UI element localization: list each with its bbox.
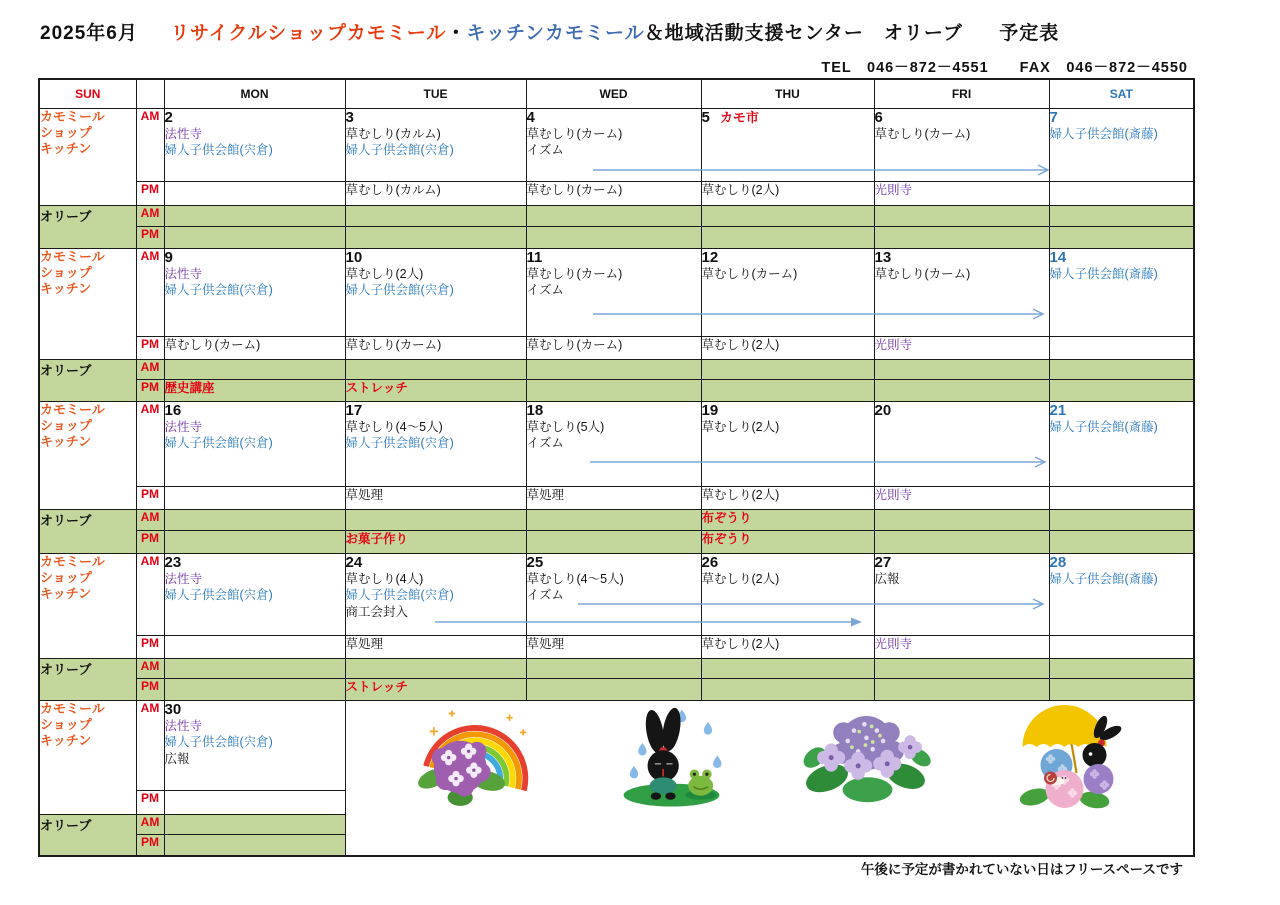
event-line: 草むしり(2人) — [701, 487, 780, 502]
event-line: 草むしり(2人) — [701, 636, 780, 651]
day-cell-pm — [1049, 486, 1194, 509]
olive-pm-cell — [874, 379, 1049, 401]
event-line: 草むしり(4～5人) — [526, 571, 624, 586]
day-number: 21 — [1049, 401, 1067, 419]
day-number: 25 — [526, 553, 544, 571]
event-line: 草むしり(カーム) — [526, 126, 623, 141]
event-line: 婦人子供会館(宍倉) — [164, 735, 273, 750]
day-number: 18 — [526, 401, 544, 419]
olive-pm-cell-crossed — [526, 678, 701, 700]
day-number: 6 — [874, 108, 883, 126]
day-cell-pm — [526, 486, 701, 509]
event-line: 草処理 — [345, 636, 384, 651]
ampm-label: PM — [136, 635, 164, 658]
olive-am-cell — [164, 658, 345, 678]
day-number: 7 — [1049, 108, 1058, 126]
ampm-label: PM — [136, 181, 164, 205]
event-line: 草むしり(4～5人) — [345, 419, 443, 434]
ampm-label: AM — [136, 205, 164, 226]
olive-pm-cell-crossed — [1049, 226, 1194, 248]
day-cell-am — [526, 553, 701, 635]
day-cell-am — [526, 401, 701, 486]
event-line: 婦人子供会館(斎藤) — [1049, 571, 1158, 586]
day-header-FRI: FRI — [874, 79, 1049, 108]
row-label-olive: オリーブ — [39, 814, 136, 856]
day-number: 10 — [345, 248, 363, 266]
row-label-line: キッチン — [40, 733, 92, 748]
event-line: 法性寺 — [164, 126, 203, 141]
event-line: イズム — [526, 436, 564, 451]
olive-pm-cell — [701, 530, 874, 553]
event-line: 草むしり(2人) — [701, 182, 780, 197]
event-line: 草むしり(4人) — [345, 571, 424, 586]
event-line: イズム — [526, 588, 564, 603]
event-line: ストレッチ — [345, 679, 408, 694]
day-cell-pm — [345, 336, 526, 359]
day-cell-pm — [874, 635, 1049, 658]
event-line: 婦人子供会館(宍倉) — [345, 143, 454, 158]
day-number: 16 — [164, 401, 182, 419]
olive-am-cell — [874, 205, 1049, 226]
event-line: 婦人子供会館(宍倉) — [164, 436, 273, 451]
day-cell-pm — [164, 486, 345, 509]
event-line: 婦人子供会館(宍倉) — [164, 143, 273, 158]
row-label-olive: オリーブ — [39, 205, 136, 248]
event-line: イズム — [526, 283, 564, 298]
day-cell-pm — [1049, 635, 1194, 658]
event-line: 草むしり(カーム) — [526, 182, 623, 197]
event-line: 広報 — [874, 571, 900, 586]
row-label-line: キッチン — [40, 141, 92, 156]
day-cell-pm — [701, 336, 874, 359]
day-number: 5 — [701, 108, 710, 126]
row-label-line: ショップ — [40, 716, 92, 732]
illustration-row — [346, 701, 1194, 816]
event-line: 光則寺 — [874, 337, 913, 352]
day-cell-pm — [345, 486, 526, 509]
day-cell-am — [1049, 553, 1194, 635]
olive-pm-cell-crossed — [1049, 530, 1194, 553]
row-label-line: カモミール — [40, 700, 105, 716]
day-cell-pm — [874, 181, 1049, 205]
schedule-grid — [38, 78, 1195, 857]
day-number: 26 — [701, 553, 719, 571]
olive-am-cell — [526, 658, 701, 678]
calendar-table — [38, 78, 1195, 857]
event-line: 草処理 — [526, 487, 565, 502]
day-number: 2 — [164, 108, 173, 126]
row-label-olive: オリーブ — [39, 658, 136, 700]
day-number: 24 — [345, 553, 363, 571]
olive-am-cell — [526, 359, 701, 379]
day-cell-pm — [1049, 336, 1194, 359]
olive-am-cell — [164, 509, 345, 530]
day-cell-pm — [701, 635, 874, 658]
day-cell-am — [526, 108, 701, 181]
day-number: 30 — [164, 700, 182, 718]
event-line: 法性寺 — [164, 571, 203, 586]
olive-pm-cell-crossed — [526, 226, 701, 248]
olive-am-cell — [874, 509, 1049, 530]
title-year-month: 2025年6月 — [40, 23, 138, 44]
olive-pm-cell — [874, 678, 1049, 700]
olive-pm-cell — [345, 530, 526, 553]
event-line: 歴史講座 — [164, 380, 215, 395]
event-line: 草むしり(カーム) — [874, 266, 971, 281]
day-number: 11 — [526, 248, 543, 266]
day-cell-am — [345, 401, 526, 486]
event-line: 布ぞうり — [701, 531, 752, 546]
day-cell-pm — [701, 486, 874, 509]
event-line: イズム — [526, 143, 564, 158]
olive-pm-cell — [164, 379, 345, 401]
rabbit-umbrella-illustration — [1002, 701, 1127, 816]
event-line: 草むしり(2人) — [345, 266, 424, 281]
event-line: 草むしり(カーム) — [526, 266, 623, 281]
event-line: 法性寺 — [164, 266, 203, 281]
hydrangea-bouquet-illustration — [800, 703, 935, 813]
olive-pm-cell-crossed — [526, 379, 701, 401]
olive-am-cell — [345, 658, 526, 678]
title-suffix: 予定表 — [999, 23, 1060, 44]
olive-pm-cell — [701, 678, 874, 700]
day-number: 17 — [345, 401, 363, 419]
olive-pm-cell — [345, 226, 526, 248]
day-cell-am — [701, 248, 874, 336]
row-label-line: ショップ — [40, 264, 92, 280]
event-line: 布ぞうり — [701, 510, 752, 525]
event-line: 草むしり(2人) — [701, 419, 780, 434]
olive-pm-cell — [345, 678, 526, 700]
olive-am-cell — [164, 205, 345, 226]
olive-am-cell — [345, 509, 526, 530]
olive-am-cell — [345, 205, 526, 226]
title-shop1: リサイクルショップカモミール — [170, 23, 447, 44]
olive-pm-cell-crossed — [526, 530, 701, 553]
day-cell-pm — [526, 336, 701, 359]
day-number: 23 — [164, 553, 182, 571]
event-line: 光則寺 — [874, 636, 913, 651]
row-label-line: キッチン — [40, 586, 92, 601]
ampm-label: AM — [136, 509, 164, 530]
day-number: 4 — [526, 108, 535, 126]
olive-am-cell-crossed — [1049, 658, 1194, 678]
olive-pm-cell-crossed — [1049, 678, 1194, 700]
rainbow-hydrangea-illustration — [412, 703, 542, 813]
row-label-line: キッチン — [40, 434, 92, 449]
event-line: 草むしり(カルム) — [345, 182, 441, 197]
day-number: 27 — [874, 553, 892, 571]
olive-pm-cell — [701, 226, 874, 248]
olive-pm-cell — [345, 379, 526, 401]
day-cell-am — [526, 248, 701, 336]
day-number: 3 — [345, 108, 354, 126]
ampm-label: PM — [136, 226, 164, 248]
event-line: 草むしり(カーム) — [701, 266, 798, 281]
day-number: 20 — [874, 401, 892, 419]
day-cell-pm — [1049, 181, 1194, 205]
olive-am-cell-crossed — [1049, 509, 1194, 530]
ampm-label: AM — [136, 814, 164, 834]
title-shop2: キッチンカモミール — [466, 23, 645, 44]
event-line: 光則寺 — [874, 487, 913, 502]
day-cell-am — [701, 553, 874, 635]
day-cell-am — [345, 248, 526, 336]
event-line: 草処理 — [526, 636, 565, 651]
row-label-line: カモミール — [40, 553, 105, 569]
ampm-label: AM — [136, 700, 164, 790]
day-header-SUN: SUN — [39, 79, 136, 108]
day-number: 13 — [874, 248, 892, 266]
olive-am-cell — [526, 205, 701, 226]
event-line: 婦人子供会館(斎藤) — [1049, 419, 1158, 434]
day-cell-am — [701, 108, 874, 181]
olive-pm-cell — [164, 530, 345, 553]
olive-am-cell — [345, 359, 526, 379]
day-number: 9 — [164, 248, 173, 266]
event-line: 草むしり(カーム) — [874, 126, 971, 141]
day-cell-am — [1049, 401, 1194, 486]
olive-pm-cell — [701, 379, 874, 401]
row-label-line: ショップ — [40, 569, 92, 585]
day-cell-pm — [345, 635, 526, 658]
day-number: 19 — [701, 401, 719, 419]
event-line: 草むしり(カーム) — [164, 337, 261, 352]
day-cell-pm — [345, 181, 526, 205]
day-cell-pm — [164, 635, 345, 658]
event-line: お菓子作り — [345, 531, 409, 546]
event-line: 法性寺 — [164, 419, 203, 434]
day-cell-am — [164, 401, 345, 486]
ampm-label: PM — [136, 336, 164, 359]
page-title: 2025年6月 リサイクルショップカモミール・キッチンカモミール＆地域活動支援センター オリーブ 予定表 — [40, 23, 1060, 44]
day-cell-am — [164, 108, 345, 181]
olive-pm-cell — [164, 226, 345, 248]
ampm-label: PM — [136, 530, 164, 553]
row-label-olive: オリーブ — [39, 509, 136, 553]
event-line: 法性寺 — [164, 718, 203, 733]
day-cell-am — [164, 248, 345, 336]
olive-pm-cell — [874, 530, 1049, 553]
row-label-line: カモミール — [40, 108, 105, 124]
day-tag: カモ市 — [719, 109, 759, 125]
day-cell-pm — [164, 790, 345, 814]
olive-am-cell — [874, 359, 1049, 379]
row-label-line: カモミール — [40, 401, 105, 417]
row-label-line: ショップ — [40, 417, 92, 433]
day-cell-am — [701, 401, 874, 486]
event-line: 草むしり(5人) — [526, 419, 605, 434]
row-label-camomile — [39, 700, 136, 814]
day-cell-am — [164, 553, 345, 635]
footer-note: 午後に予定が書かれていない日はフリースペースです — [860, 862, 1183, 877]
olive-am-cell — [164, 359, 345, 379]
event-line: 草むしり(カーム) — [345, 337, 442, 352]
rabbit-and-frog-illustration — [609, 703, 734, 813]
day-cell-am — [874, 553, 1049, 635]
day-header-TUE: TUE — [345, 79, 526, 108]
ampm-label: AM — [136, 248, 164, 336]
day-cell-am — [345, 108, 526, 181]
event-line: 草むしり(2人) — [701, 337, 780, 352]
day-cell-pm — [874, 486, 1049, 509]
day-cell-am — [874, 401, 1049, 486]
day-cell-pm — [164, 336, 345, 359]
row-label-line: キッチン — [40, 281, 92, 296]
event-line: ストレッチ — [345, 380, 408, 395]
olive-am-cell — [164, 814, 345, 834]
ampm-label: PM — [136, 834, 164, 856]
day-cell-am — [1049, 108, 1194, 181]
row-label-camomile — [39, 553, 136, 658]
row-label-camomile — [39, 401, 136, 509]
event-line: 草処理 — [345, 487, 384, 502]
title-rest: ＆地域活動支援センター オリーブ — [644, 23, 963, 44]
ampm-label: AM — [136, 401, 164, 486]
olive-pm-cell — [164, 678, 345, 700]
day-cell-am — [164, 700, 345, 790]
olive-am-cell — [701, 205, 874, 226]
event-line: 婦人子供会館(斎藤) — [1049, 266, 1158, 281]
day-number: 12 — [701, 248, 719, 266]
contact-info: TEL 046－872－4551 FAX 046－872－4550 — [821, 60, 1188, 76]
day-number: 28 — [1049, 553, 1067, 571]
row-label-olive: オリーブ — [39, 359, 136, 401]
day-header-MON: MON — [164, 79, 345, 108]
day-cell-pm — [701, 181, 874, 205]
illustration-area — [345, 700, 1194, 856]
olive-am-cell — [701, 359, 874, 379]
olive-am-cell — [526, 509, 701, 530]
event-line: 広報 — [164, 751, 190, 766]
olive-pm-cell-crossed — [1049, 379, 1194, 401]
olive-am-cell-crossed — [1049, 359, 1194, 379]
ampm-label: PM — [136, 486, 164, 509]
row-label-line: ショップ — [40, 124, 92, 140]
olive-am-cell — [701, 509, 874, 530]
olive-am-cell — [701, 658, 874, 678]
day-cell-pm — [526, 635, 701, 658]
day-cell-am — [345, 553, 526, 635]
ampm-label: AM — [136, 359, 164, 379]
ampm-label: PM — [136, 379, 164, 401]
day-cell-am — [874, 248, 1049, 336]
day-cell-am — [874, 108, 1049, 181]
olive-pm-cell — [164, 834, 345, 856]
day-cell-pm — [164, 181, 345, 205]
ampm-label: AM — [136, 658, 164, 678]
day-number: 14 — [1049, 248, 1067, 266]
ampm-label: PM — [136, 678, 164, 700]
olive-pm-cell — [874, 226, 1049, 248]
ampm-label: PM — [136, 790, 164, 814]
ampm-label: AM — [136, 553, 164, 635]
day-cell-pm — [874, 336, 1049, 359]
event-line: 婦人子供会館(宍倉) — [164, 283, 273, 298]
event-line: 商工会封入 — [345, 604, 409, 619]
day-header-ampm — [136, 79, 164, 108]
day-cell-pm — [526, 181, 701, 205]
event-line: 婦人子供会館(宍倉) — [345, 588, 454, 603]
row-label-line: カモミール — [40, 248, 105, 264]
row-label-camomile — [39, 108, 136, 205]
day-header-SAT: SAT — [1049, 79, 1194, 108]
event-line: 婦人子供会館(宍倉) — [345, 436, 454, 451]
row-label-camomile — [39, 248, 136, 359]
event-line: 草むしり(カルム) — [345, 126, 441, 141]
ampm-label: AM — [136, 108, 164, 181]
event-line: 婦人子供会館(斎藤) — [1049, 126, 1158, 141]
event-line: 光則寺 — [874, 182, 913, 197]
day-header-WED: WED — [526, 79, 701, 108]
olive-am-cell-crossed — [1049, 205, 1194, 226]
event-line: 婦人子供会館(宍倉) — [345, 283, 454, 298]
event-line: 婦人子供会館(宍倉) — [164, 588, 273, 603]
day-header-THU: THU — [701, 79, 874, 108]
event-line: 草むしり(カーム) — [526, 337, 623, 352]
olive-am-cell — [874, 658, 1049, 678]
event-line: 草むしり(2人) — [701, 571, 780, 586]
day-cell-am — [1049, 248, 1194, 336]
